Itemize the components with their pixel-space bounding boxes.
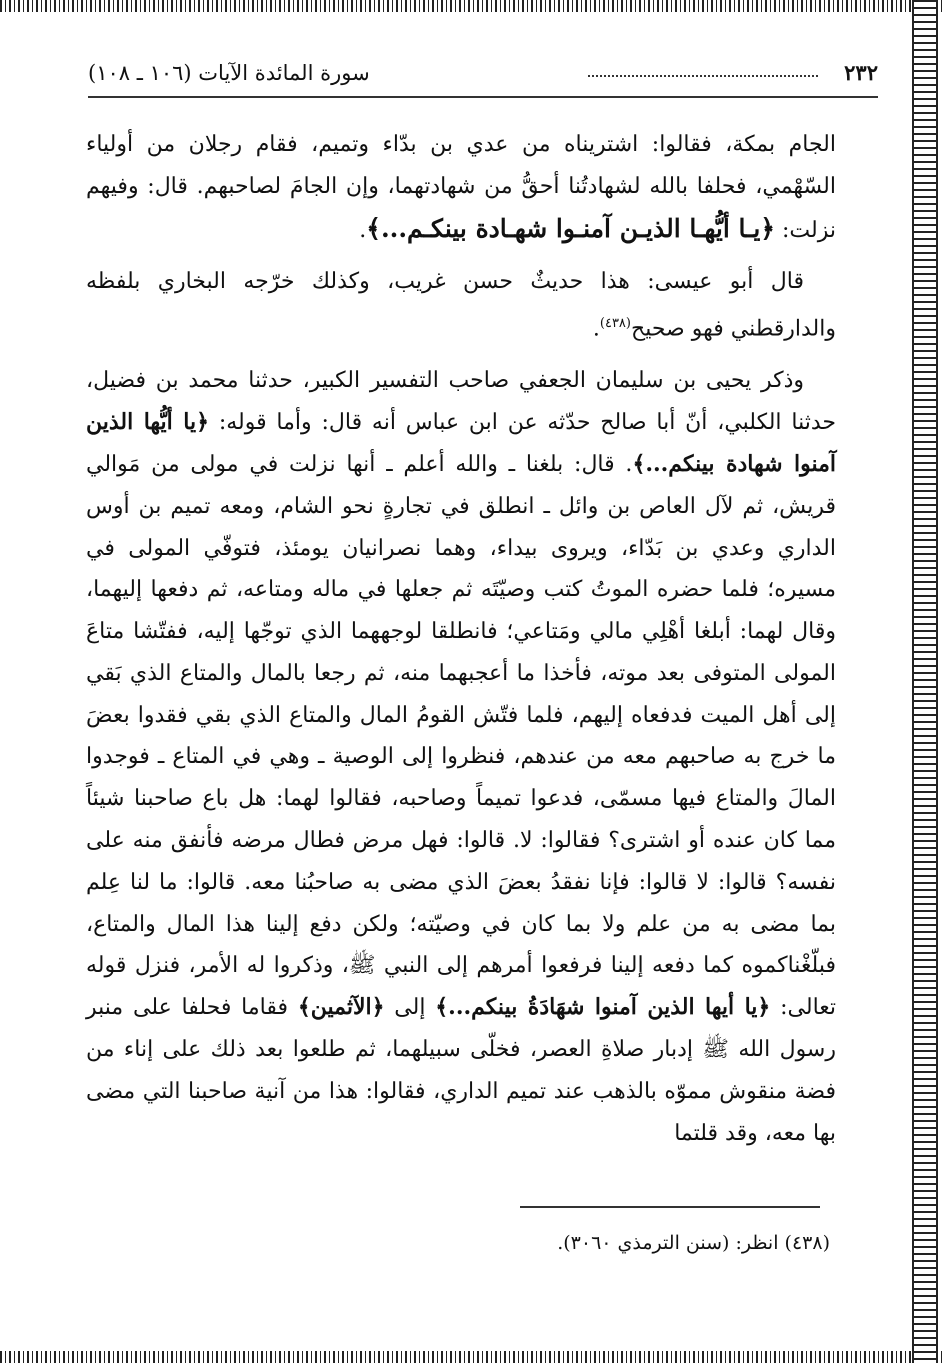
- text-segment: الجام بمكة، فقالوا: اشتريناه من عدي بن بدّاء وتميم، فقام رجلان من أولياء السّهْمي، فحلفا بالله لشهادتُنا أحقُّ من شهادتهما، وإن الجامَ لصاحبهم. قال: وفيهم نزلت:: [86, 132, 836, 243]
- header-dot-leader: [588, 75, 818, 77]
- page-number: ٢٣٢: [844, 60, 878, 85]
- paragraph-3: [86, 360, 836, 1154]
- top-ornamental-border: [0, 0, 944, 12]
- text-segment: فقاما فحلفا على منبر رسول الله ﷺ إدبار صلاةِ العصر، فخلّى سبيلهما، ثم طلعوا بعد ذلك على إناء من فضة منقوش مموّه بالذهب عند تميم الداري، فقالوا: هذا من آنية صاحبنا التي مضى بها معه، وقد قلتما: [86, 995, 836, 1146]
- paragraph-2: [86, 261, 836, 350]
- footnote: (٤٣٨) انظر: (سنن الترمذي ٣٠٦٠).: [557, 1232, 830, 1254]
- quran-verse: ﴿الآثمين﴾: [297, 994, 385, 1021]
- footnote-reference: (٤٣٨): [599, 316, 631, 332]
- paragraph-1: [86, 124, 836, 251]
- header-rule: [88, 96, 878, 98]
- quran-verse: ﴿يـا أيُّهـا الذيـن آمنـوا شهـادة بينكـم...﴾: [366, 213, 776, 243]
- body-text: [86, 124, 836, 1164]
- text-segment: . قال: بلغنا ـ والله أعلم ـ أنها نزلت في مولى من مَوالي قريش، ثم لآل العاص بن وائل ـ انطلق في تجارةٍ نحو الشام، ومعه تميم بن أوس الداري وعدي بن بَدّاء، ويروى بيداء، وهما نصرانيان يومئذ، فتوفّي المولى في مسيره؛ فلما حضره الموتُ كتب وصيّتَه ثم جعلها في ماله ومتاعه، ثم دفعها إليهما، وقال لهما: أبلغا أهْلِي مالي ومَتاعي؛ فانطلقا لوجههما الذي توجّها إليه، ففتّشا متاعَ المولى المتوفى بعد موته، فأخذا ما أعجبهما منه، ثم رجعا بالمال والمتاع الذي بَقي إلى أهل الميت فدفعاه إليهم، فلما فتّش القومُ المال والمتاع الذي بقي فقدوا بعضَ ما خرج به صاحبهم معه من عندهم، فنظروا إلى الوصية ـ وهي في المتاع ـ فوجدوا المالَ والمتاع فيها مسمّى، فدعوا تميماً وصاحبه، فقالوا لهما: هل باع صاحبنا شيئاً مما كان عنده أو اشترى؟ فقالوا: لا. قالوا: فهل مرض فطال مرضه فأنفق منه على نفسه؟ قالوا: لا قالوا: فإنا نفقدُ بعضَ الذي مضى به صاحبُنا معه. قالوا: ما لنا عِلم بما مضى به من علم ولا بما كان في وصيّته؛ ولكن دفع إلينا هذا المال والمتاع، فبلّغْناكموه كما دفعه إلينا فرفعوا أمرهم إلى النبي ﷺ، وذكروا له الأمر، فنزل قوله تعالى:: [86, 451, 837, 1021]
- text-segment: إلى: [384, 995, 436, 1021]
- right-ornamental-border: [912, 0, 938, 1363]
- text-segment: وذكر يحيى بن سليمان الجعفي صاحب التفسير الكبير، حدثنا محمد بن فضيل، حدثنا الكلبي، أنّ أبا صالح حدّثه عن ابن عباس أنه قال: وأما قوله:: [86, 368, 836, 436]
- footnote-rule: [520, 1206, 820, 1208]
- text-segment: .: [359, 217, 367, 243]
- text-segment: .: [592, 316, 600, 342]
- running-title: سورة المائدة الآيات (١٠٦ ـ ١٠٨): [88, 61, 370, 85]
- quran-verse: ﴿يا أيها الذين آمنوا شهَادَةُ بينكم...﴾: [435, 994, 771, 1021]
- text-segment: قال أبو عيسى: هذا حديثٌ حسن غريب، وكذلك خرّجه البخاري بلفظه والدارقطني فهو صحيح: [86, 269, 836, 342]
- quran-verse: ﴿يا أيُّها الذين آمنوا شهادة بينكم...﴾: [86, 409, 837, 477]
- bottom-ornamental-border: [0, 1351, 944, 1363]
- page-header: [88, 55, 878, 91]
